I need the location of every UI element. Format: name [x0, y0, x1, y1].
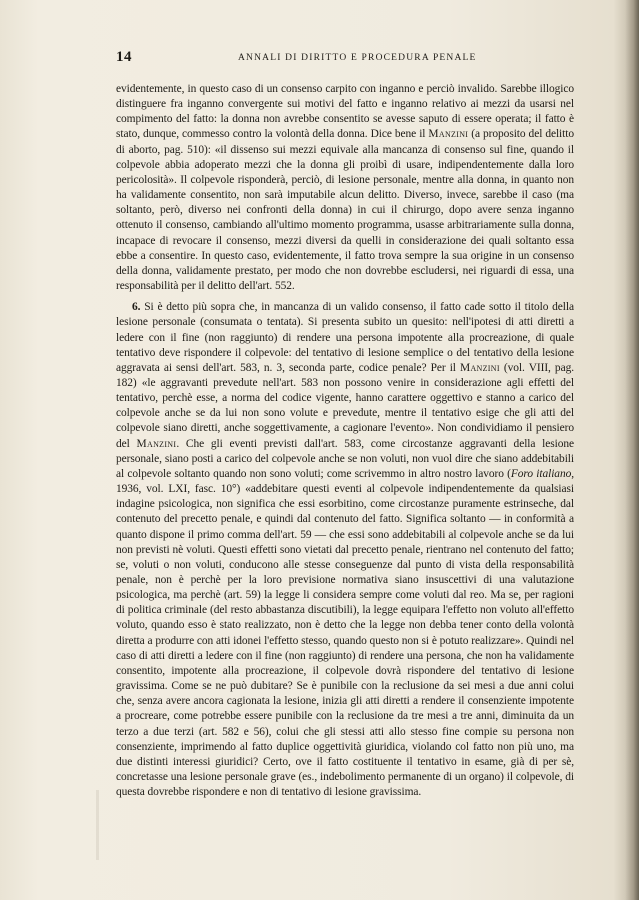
paragraph-2-text-b: (vol. VIII, pag. 182) «le aggravanti prevedute nell'art. 583 non possono venire in considerazione agli effetti del tentativo, perchè esse, a norma del codice vigente, hanno carattere oggettivo e stanno a carico del colpevole anche se da lui non sono volute e prevedute, mentre il tentativo esige che gli atti del colpevole siano diretti, anche soggettivamente, a cagionare l'evento». Non condividiamo il pensiero del [116, 361, 574, 450]
page-smudge [96, 790, 99, 860]
author-name: Manzini [428, 128, 469, 141]
page-header [116, 49, 576, 68]
paragraph-2-text-a: Si è detto più sopra che, in mancanza di un valido consenso, il fatto cade sotto il titolo della lesione personale (consumata o tentata). Si presenta subito un quesito: nell'ipotesi di atti diretti a ledere con il fine (non raggiunto) di rendere una persona impotente alla procreazione, di quale tentativo deve rispondere il colpevole: del tentativo di lesione semplice o del tentativo della lesione aggravata ai sensi dell'art. 583, n. 3, seconda parte, codice penale? Per il [116, 301, 574, 374]
running-head: ANNALI DI DIRITTO E PROCEDURA PENALE [238, 53, 477, 63]
author-name: Manzini [136, 437, 177, 450]
paragraph-2-text-c: . Che gli eventi previsti dall'art. 583, come circostanze aggravanti della lesione personale, siano posti a carico del colpevole anche se non voluti, non vuol dire che siano addebitabili al colpevole soltanto quando non sono voluti; come scrivemmo in altro nostro lavoro ( [116, 437, 574, 480]
section-number: 6. [132, 301, 141, 314]
page-number: 14 [116, 49, 132, 65]
author-name: Manzini [459, 361, 500, 374]
paragraph-2 [116, 300, 574, 800]
spine-shadow [625, 0, 639, 900]
paragraph-1 [116, 82, 574, 294]
journal-title: Foro italiano [510, 467, 572, 480]
paragraph-2-text-d: , 1936, vol. LXI, fasc. 10°) «addebitare questi eventi al colpevole indipendentemente da qualsiasi indagine psicologica, non significa che essi esorbitino, come circostanze puramente estrinseche, dal contenuto del precetto penale, e quindi dal contenuto del fatto. Significa soltanto — in conformità a quanto dispone il primo comma dell'art. 59 — che essi sono addebitabili al colpevole anche se da lui non previsti nè voluti. Questi effetti sono vietati dal precetto penale, rientrano nel contenuto del fatto; se, voluti o non voluti, conducono alle stesse conseguenze dal punto di vista della responsabilità penale, non è perchè per la loro previsione normativa siano insuscettivi di una valutazione psicologica, ma perchè (art. 59) la legge li considera sempre come voluti dal reo. Ma se, per ragioni di politica criminale (del resto abbastanza discutibili), la legge equipara l'effetto non voluto all'effetto voluto, quando esso è stato realizzato, non è detto che la legge non debba tener conto della volontà diretta a produrre con atti idonei l'effetto stesso, quando questo non si è potuto realizzare». Quindi nel caso di atti diretti a ledere con il fine (non raggiunto) di rendere una persona, che non ha validamente consentito, impotente alla procreazione, il colpevole dovrà rispondere del tentativo di lesione gravissima. Come se ne può dubitare? Se è punibile con la reclusione da sei mesi a due anni colui che, senza avere ancora cagionata la lesione, inizia gli atti diretti a rendere il consenziente impotente a procreare, come potrebbe essere punibile con la reclusione da tre mesi a tre anni, diminuita da un terzo a due terzi (art. 582 e 56), colui che gli stessi atti allo stesso fine compie su persona non consenziente, imprimendo al fatto duplice oggettività giuridica, violando col fatto non più uno, ma due distinti interessi giuridici? Certo, ove il fatto costituente il tentativo in esame, già di per sè, concretasse una lesione personale grave (es., indebolimento permanente di un organo) il colpevole, di questa dovrebbe rispondere e non di tentativo di lesione gravissima. [116, 467, 575, 799]
paragraph-1-text-b: (a proposito del delitto di aborto, pag. 510): «il dissenso sui mezzi equivale alla mancanza di consenso sul fine, quando il colpevole abbia adoperato mezzi che la donna gli proibì di usare, indipendentemente dalla loro pericolosità». Il colpevole risponderà, perciò, di lesione personale, mentre alla donna, in quanto non ha validamente consentito, non sarà imputabile alcun delitto. Diverso, invece, sarebbe il caso (ma soltanto, però, diverso nei confronti della donna) in cui il chirurgo, dopo avere senza inganno ottenuto il consenso, cambiando all'ultimo momento programma, usasse arbitrariamente sulla donna, incapace di revocare il consenso, mezzi diversi da quelli in considerazione dei quali soltanto essa ebbe a consentire. In questo caso, evidentemente, il fatto trova sempre la sua origine in un consenso della donna, validamente prestato, per modo che non dovrebbe escludersi, nei riguardi di essa, una responsabilità per il delitto dell'art. 552. [116, 128, 574, 293]
body-text [116, 82, 574, 800]
paragraph-1-text-a: evidentemente, in questo caso di un consenso carpito con inganno e perciò invalido. Sarebbe illogico distinguere fra inganno convergente sui motivi del fatto e inganno relativo ai mezzi da usarsi nel compimento del fatto: la donna non avrebbe consentito se avesse saputo di essere operata; il fatto è stato, dunque, commesso contro la volontà della donna. Dice bene il [116, 83, 574, 141]
